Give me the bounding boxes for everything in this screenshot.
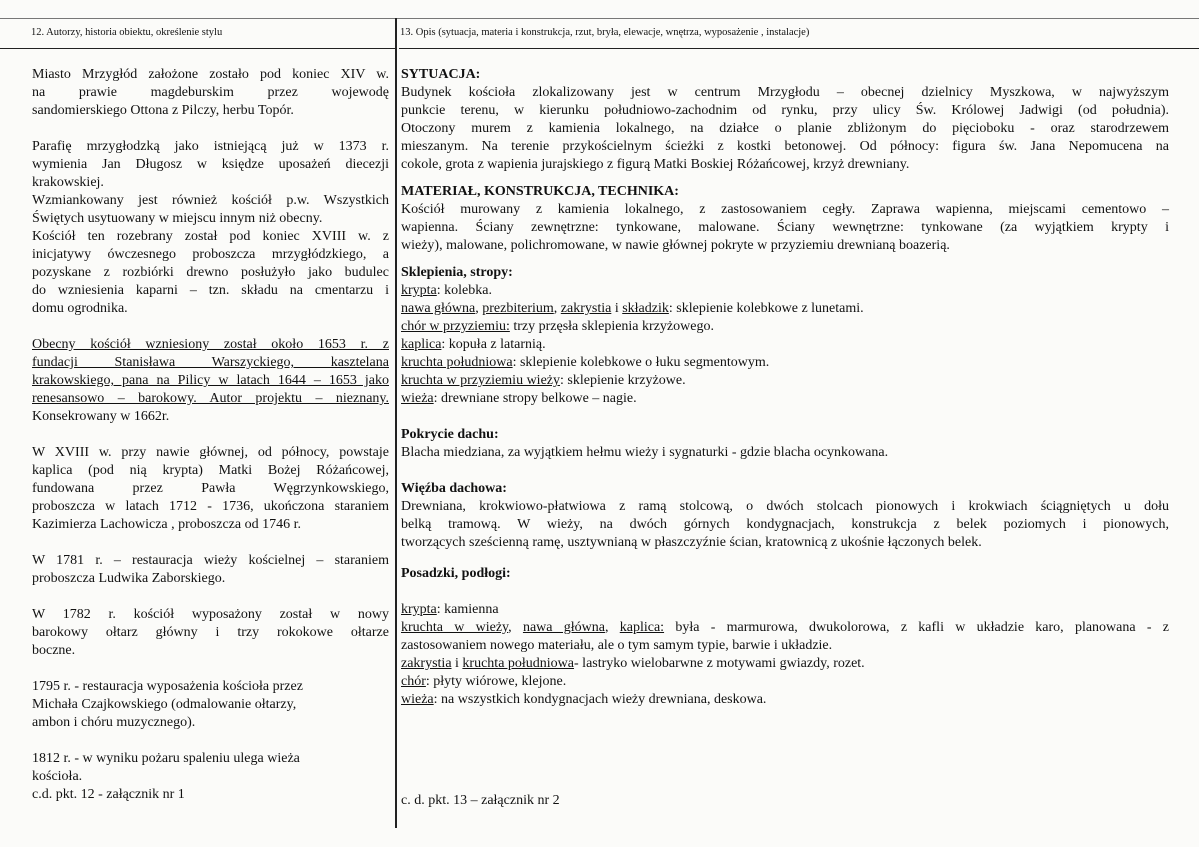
term-label: kruchta południowa bbox=[462, 656, 575, 671]
text-line: Konsekrowany w 1662r. bbox=[32, 409, 170, 424]
sklepienia-list bbox=[401, 282, 1169, 408]
text-line: kościoła. bbox=[32, 769, 83, 784]
text-line: domu ogrodnika. bbox=[32, 301, 128, 316]
text-line: krakowskiego, pana na Pilicy w latach 1644 – 1653 jako bbox=[32, 373, 389, 388]
term-label: zakrystia bbox=[560, 301, 612, 316]
term-label: nawa główna bbox=[401, 301, 476, 316]
sytuacja-text bbox=[401, 84, 1169, 174]
term-text: : sklepienie kolebkowe z lunetami. bbox=[668, 301, 864, 316]
history-paragraph bbox=[32, 750, 389, 804]
separator: , bbox=[508, 620, 523, 635]
text-line: renesansowo – barokowy. Autor projektu – nieznany. bbox=[32, 391, 389, 406]
text-line: fundowana przez Pawła Węgrzynkowskiego, bbox=[32, 481, 389, 496]
text-line: punkcie terenu, w kierunku południowo-zachodnim od rynku, przy ulicy Św. Królowej Jadwigi (od południa). bbox=[401, 103, 1169, 118]
term-label: kaplica: bbox=[619, 620, 665, 635]
list-item-continued: zastosowaniem nowego materiału, ale o tym samym typie, barwie i układzie. bbox=[401, 638, 833, 653]
text-line: do wzniesienia kaparni – tzn. składu na cmentarzu i bbox=[32, 283, 389, 298]
text-line: Świętych usytuowany w miejscu innym niż obecny. bbox=[32, 211, 323, 226]
text-line: Miasto Mrzygłód założone zostało pod koniec XIV w. bbox=[32, 67, 389, 82]
text-line: ambon i chóru muzycznego). bbox=[32, 715, 196, 730]
text-line: krakowskiej. bbox=[32, 175, 104, 190]
text-line: pozyskane z rozbiórki drewno posłużyło jako budulec bbox=[32, 265, 389, 280]
text-line: proboszcza w latach 1712 - 1736, ukończona staraniem bbox=[32, 499, 389, 514]
term-label: składzik bbox=[622, 301, 669, 316]
text-line: belką tramową. W wieży, na dwóch górnych kondygnacjach, konstrukcja z belek poziomych i pionowych, bbox=[401, 517, 1169, 532]
list-item bbox=[401, 601, 1169, 619]
history-paragraph bbox=[32, 606, 389, 660]
history-paragraph bbox=[32, 66, 389, 120]
text-line: mieszanym. Na terenie przykościelnym ścieżki z kostki betonowej. Od północy: figura św. Jana Nepomucena na bbox=[401, 139, 1169, 154]
text-line: W 1782 r. kościół wyposażony został w nowy bbox=[32, 607, 389, 622]
text-line: wymienia Jan Długosz w księdze uposażeń diecezji bbox=[32, 157, 389, 172]
header-rule-left bbox=[0, 48, 395, 49]
text-line: proboszcza Ludwika Zaborskiego. bbox=[32, 571, 226, 586]
separator: , bbox=[475, 301, 483, 316]
text-line: 1812 r. - w wyniku pożaru spaleniu ulega wieża bbox=[32, 751, 300, 766]
list-item bbox=[401, 300, 1169, 318]
sytuacja-heading: SYTUACJA: bbox=[401, 67, 481, 82]
separator: i bbox=[451, 656, 463, 671]
material-heading: MATERIAŁ, KONSTRUKCJA, TECHNIKA: bbox=[401, 184, 679, 199]
term-text: - lastryko wielobarwne z motywami gwiazdy, rozet. bbox=[574, 656, 865, 671]
list-item bbox=[401, 318, 1169, 336]
term-text: : płyty wiórowe, klejone. bbox=[425, 674, 567, 689]
column-divider bbox=[395, 18, 397, 828]
list-item bbox=[401, 655, 1169, 673]
material-text bbox=[401, 201, 1169, 255]
separator: , bbox=[604, 620, 620, 635]
list-item bbox=[401, 354, 1169, 372]
separator: , bbox=[553, 301, 561, 316]
term-label: kruchta w wieży bbox=[401, 620, 509, 635]
text-line: W XVIII w. przy nawie głównej, od północy, powstaje bbox=[32, 445, 389, 460]
list-item bbox=[401, 282, 1169, 300]
text-line: wieży), malowane, polichromowane, w nawie głównej pokryte w przyziemiu drewnianą boazerią. bbox=[401, 238, 950, 253]
history-paragraph-underlined bbox=[32, 336, 389, 426]
text-line: boczne. bbox=[32, 643, 76, 658]
term-label: kaplica bbox=[401, 337, 442, 352]
history-paragraph bbox=[32, 678, 389, 732]
text-line: Parafię mrzygłodzką jako istniejącą już w 1373 r. bbox=[32, 139, 389, 154]
term-label: kruchta w przyziemiu wieży bbox=[401, 373, 560, 388]
term-text: : kolebka. bbox=[436, 283, 492, 298]
history-paragraph bbox=[32, 444, 389, 534]
list-item bbox=[401, 691, 1169, 709]
term-label: wieża bbox=[401, 692, 434, 707]
header-rule-right bbox=[399, 48, 1199, 49]
pokrycie-heading: Pokrycie dachu: bbox=[401, 427, 499, 442]
term-label: nawa główna bbox=[522, 620, 605, 635]
list-item bbox=[401, 619, 1169, 637]
term-label: krypta bbox=[401, 283, 437, 298]
term-text: : sklepienie krzyżowe. bbox=[560, 373, 686, 388]
text-line: Kościół murowany z kamienia lokalnego, z zastosowaniem cegły. Zaprawa wapienna, miejscami cementowo – bbox=[401, 202, 1169, 217]
posadzki-heading: Posadzki, podłogi: bbox=[401, 566, 511, 581]
description-column bbox=[401, 66, 1169, 709]
history-paragraph bbox=[32, 552, 389, 588]
history-paragraph bbox=[32, 138, 389, 318]
section-13-header: 13. Opis (sytuacja, materia i konstrukcja, rzut, bryła, elewacje, wnętrza, wyposażenie , instalacje) bbox=[400, 27, 810, 38]
wiezba-heading: Więźba dachowa: bbox=[401, 481, 507, 496]
term-label: chór w przyziemiu: bbox=[401, 319, 510, 334]
text-line: na prawie magdeburskim przez wojewodę bbox=[32, 85, 389, 100]
section-12-header: 12. Autorzy, historia obiektu, określenie stylu bbox=[31, 27, 223, 38]
term-text: trzy przęsła sklepienia krzyżowego. bbox=[509, 319, 714, 334]
text-line: wapienna. Ściany zewnętrzne: tynkowane, malowane. Ściany wewnętrzne: tynkowane (za wyjątkiem krypty i bbox=[401, 220, 1169, 235]
text-line: 1795 r. - restauracja wyposażenia kościoła przez bbox=[32, 679, 303, 694]
text-line: cokole, grota z wapienia jurajskiego z figurą Matki Boskiej Różańcowej, krzyż drewniany. bbox=[401, 157, 910, 172]
term-text: była - marmurowa, dwukolorowa, z kafli w układzie karo, planowana - z bbox=[664, 620, 1170, 635]
posadzki-list bbox=[401, 601, 1169, 709]
text-line: Drewniana, krokwiowo-płatwiowa z ramą stolcową, o dwóch stolcach pionowych i krokwiach ściągniętych u dołu bbox=[401, 499, 1169, 514]
term-label: wieża bbox=[401, 391, 434, 406]
term-label: kruchta południowa bbox=[401, 355, 513, 370]
top-rule bbox=[0, 18, 1199, 19]
term-label: prezbiterium bbox=[482, 301, 554, 316]
sklepienia-heading: Sklepienia, stropy: bbox=[401, 265, 513, 280]
term-label: chór bbox=[401, 674, 426, 689]
text-line: Obecny kościół wzniesiony został około 1653 r. z bbox=[32, 337, 389, 352]
text-line: inicjatywy ówczesnego proboszcza mrzygłódzkiego, a bbox=[32, 247, 389, 262]
text-line: barokowy ołtarz główny i trzy rokokowe ołtarze bbox=[32, 625, 389, 640]
text-line: fundacji Stanisława Warszyckiego, kasztelana bbox=[32, 355, 389, 370]
term-text: : kamienna bbox=[436, 602, 499, 617]
list-item bbox=[401, 390, 1169, 408]
pokrycie-text: Blacha miedziana, za wyjątkiem hełmu wieży i sygnaturki - gdzie blacha ocynkowana. bbox=[401, 445, 889, 460]
list-item bbox=[401, 673, 1169, 691]
wiezba-text bbox=[401, 498, 1169, 552]
text-line: Budynek kościoła zlokalizowany jest w centrum Mrzygłodu – obecnej dzielnicy Myszkowa, w najwyższym bbox=[401, 85, 1169, 100]
text-line: Kazimierza Lachowicza , proboszcza od 1746 r. bbox=[32, 517, 301, 532]
continuation-note-12: c.d. pkt. 12 - załącznik nr 1 bbox=[32, 787, 185, 802]
term-text: : kopuła z latarnią. bbox=[441, 337, 546, 352]
text-line: Otoczony murem z kamienia lokalnego, na działce o planie zbliżonym do pięcioboku - oraz starodrzewem bbox=[401, 121, 1169, 136]
continuation-note-13: c. d. pkt. 13 – załącznik nr 2 bbox=[401, 793, 560, 808]
text-line: Wzmiankowany jest również kościół p.w. Wszystkich bbox=[32, 193, 389, 208]
term-text: : sklepienie kolebkowe o łuku segmentowym. bbox=[512, 355, 770, 370]
term-label: zakrystia bbox=[401, 656, 452, 671]
text-line: tworzących sześcienną ramę, usztywnianą w płaszczyźnie ścian, kratownicą z ukośnie łączonych belek. bbox=[401, 535, 982, 550]
list-item bbox=[401, 336, 1169, 354]
text-line: Michała Czajkowskiego (odmalowanie ołtarzy, bbox=[32, 697, 297, 712]
text-line: kaplica (pod nią krypta) Matki Bożej Różańcowej, bbox=[32, 463, 389, 478]
text-line: Kościół ten rozebrany został pod koniec XVIII w. z bbox=[32, 229, 389, 244]
text-line: W 1781 r. – restauracja wieży kościelnej – staraniem bbox=[32, 553, 389, 568]
term-text: : na wszystkich kondygnacjach wieży drewniana, deskowa. bbox=[433, 692, 767, 707]
history-column bbox=[32, 66, 389, 804]
text-line: sandomierskiego Ottona z Pilczy, herbu Topór. bbox=[32, 103, 294, 118]
term-text: : drewniane stropy belkowe – nagie. bbox=[433, 391, 637, 406]
separator: i bbox=[611, 301, 623, 316]
list-item bbox=[401, 372, 1169, 390]
term-label: krypta bbox=[401, 602, 437, 617]
